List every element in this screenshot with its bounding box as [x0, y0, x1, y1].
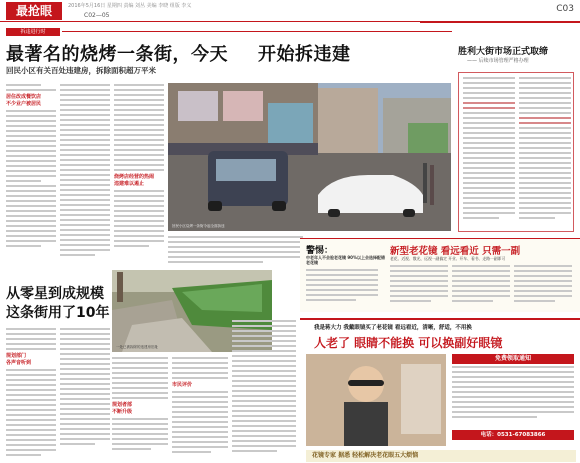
edition-code: C02—05	[84, 12, 110, 19]
glasses-ad-top-line: 我是蒋大力 我戴眼镜买了老花镜 看远看近，清晰，舒适，不用换	[314, 325, 472, 331]
column-subhead: 不少业户被居民	[6, 101, 42, 107]
street-photo-image	[168, 83, 451, 231]
main-headline	[6, 40, 446, 66]
right-story-subtitle: —— 后续市场管理严格办理	[467, 58, 529, 64]
right-story-column-2	[519, 77, 571, 227]
lower-column-3	[112, 357, 168, 459]
glasses-ad-text	[452, 366, 574, 428]
section-tag: 拆违进行时	[6, 28, 60, 36]
glasses-ad-bottom-line: 花镜专家 据悉 轻松解决老花眼五大烦恼	[306, 450, 576, 462]
column-subhead: 居住改成餐饮店	[6, 94, 42, 100]
masthead-rule-accent	[420, 22, 580, 23]
right-story-box	[458, 72, 574, 232]
column-subhead: 规划部门	[6, 353, 27, 359]
clinic-ad-text	[306, 269, 378, 307]
right-story-title: 胜利大街市场正式取缔	[458, 47, 549, 57]
lower-column-1	[6, 328, 56, 458]
lower-story-title-line-2: 这条街用了10年	[6, 305, 110, 321]
clinic-ad	[300, 238, 580, 312]
lower-story-title-line-1: 从零星到成规模	[6, 286, 104, 302]
photo-followup-text	[168, 236, 303, 266]
clinic-ad-tag: 警惕：	[306, 246, 334, 256]
photo-caption: 回民小区烧烤一条街今起全面拆违	[172, 224, 225, 228]
headline-part-2: 开始拆违建	[258, 44, 351, 65]
hotline-badge: 电话：0531-67083866	[452, 430, 574, 440]
right-story-column-1	[463, 77, 515, 227]
rubble-caption: 一处已被拆除的违建房旧址	[116, 345, 158, 349]
column-subhead: 违建难以遏止	[114, 181, 145, 187]
clinic-ad-headline: 新型老花镜 看远看近 只需一副	[390, 246, 521, 257]
glasses-ad-photo	[306, 354, 446, 446]
glasses-ad-headline: 人老了 眼睛不能换 可以换副好眼镜	[314, 336, 503, 350]
lower-column-5	[232, 320, 296, 460]
section-logo: 最抢眼	[6, 2, 62, 20]
clinic-ad-body: 中老年人不会验老花镜 90%以上会选择配错老花镜	[306, 255, 385, 265]
main-subhead: 回民小区有关百处违建房，拆除面积超万平米	[6, 66, 156, 75]
column-subhead: 不断升级	[112, 409, 133, 415]
column-subhead: 各声音听到	[6, 360, 32, 366]
clinic-ad-subline: 老花、近视、散光、远视一副搞定 开业、开车、看书、走路一副即可	[390, 256, 506, 261]
masthead	[0, 0, 580, 22]
article-column-1	[6, 84, 56, 274]
column-subhead: 烧烤店经营的热闹	[114, 174, 155, 180]
headline-part-1: 最著名的烧烤一条街，今天	[6, 44, 228, 65]
glasses-ad	[300, 318, 580, 463]
lower-column-2	[60, 328, 110, 458]
column-subhead: 规划者部	[112, 402, 133, 408]
clinic-ad-columns	[390, 265, 575, 309]
glasses-ad-image	[306, 354, 446, 446]
lower-story-title	[6, 285, 109, 323]
section-rule	[62, 31, 452, 32]
lower-column-4	[172, 357, 228, 459]
article-column-2	[60, 84, 110, 274]
article-column-3	[114, 84, 164, 264]
column-subhead: 市民评价	[172, 382, 193, 388]
free-coupon-badge: 免费领取通知	[452, 354, 574, 364]
edition-meta: 2016年5月16日 星期四 责编 刘丛 美编 李晓 组版 李义	[68, 3, 192, 9]
page-number: C03	[556, 4, 574, 14]
street-photo	[168, 83, 451, 231]
